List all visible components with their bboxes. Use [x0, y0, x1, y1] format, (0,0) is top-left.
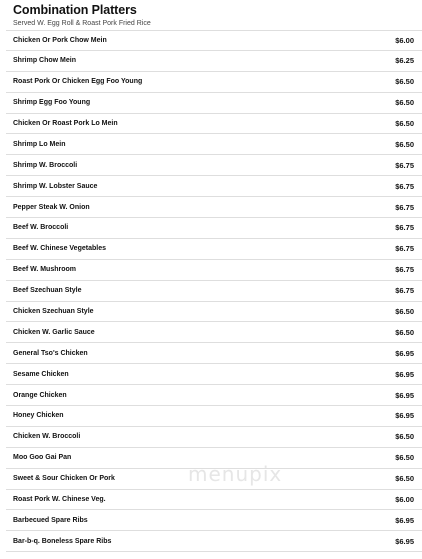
menu-item-row	[6, 51, 422, 72]
menu-item-row	[6, 302, 422, 323]
menu-item-name: Shrimp W. Broccoli	[13, 161, 78, 169]
menu-item-row	[6, 176, 422, 197]
menu-item-price: $6.50	[395, 432, 414, 442]
menu-item-name: Chicken Szechuan Style	[13, 308, 94, 316]
menu-item-row	[6, 260, 422, 281]
menu-item-price: $6.00	[395, 495, 414, 505]
menu-header	[13, 2, 413, 29]
menu-item-price: $6.50	[395, 307, 414, 317]
menu-item-price: $6.75	[395, 202, 414, 212]
menu-item-row	[6, 30, 422, 51]
menu-item-name: Bar-b-q. Boneless Spare Ribs	[13, 537, 112, 545]
menu-item-price: $6.95	[395, 411, 414, 421]
menu-item-row	[6, 155, 422, 176]
menu-item-price: $6.50	[395, 77, 414, 87]
menu-item-name: Chicken Or Pork Chow Mein	[13, 36, 107, 44]
menu-item-price: $6.50	[395, 327, 414, 337]
menu-item-row	[6, 406, 422, 427]
menu-item-price: $6.50	[395, 139, 414, 149]
menu-item-row	[6, 239, 422, 260]
menu-item-price: $6.50	[395, 119, 414, 128]
menu-item-price: $6.95	[395, 369, 414, 379]
menu-item-name: Shrimp Lo Mein	[13, 140, 66, 148]
menu-item-price: $6.50	[395, 474, 414, 484]
menu-item-price: $6.75	[395, 286, 414, 296]
menu-item-name: Chicken Or Roast Pork Lo Mein	[13, 120, 118, 127]
menu-item-price: $6.75	[395, 181, 414, 191]
menu-item-price: $6.75	[395, 223, 414, 233]
menu-item-price: $6.50	[395, 453, 414, 463]
menu-item-name: Roast Pork W. Chinese Veg.	[13, 496, 106, 504]
menu-item-name: Chicken W. Garlic Sauce	[13, 328, 95, 336]
menu-item-name: Beef W. Broccoli	[13, 224, 69, 232]
menu-item-row	[6, 448, 422, 469]
menu-item-name: Beef W. Mushroom	[13, 266, 77, 274]
menu-item-row	[6, 490, 422, 511]
menu-item-row	[6, 364, 422, 385]
menu-item-name: Shrimp Chow Mein	[13, 57, 76, 65]
menu-item-name: General Tso's Chicken	[13, 349, 88, 357]
menu-item-name: Pepper Steak W. Onion	[13, 203, 90, 211]
menu-item-name: Shrimp W. Lobster Sauce	[13, 182, 98, 190]
menu-item-row	[6, 93, 422, 114]
menu-item-price: $6.95	[395, 536, 414, 546]
menu-item-row	[6, 510, 422, 531]
menu-item-row	[6, 218, 422, 239]
menu-item-name: Sweet & Sour Chicken Or Pork	[13, 475, 115, 483]
menu-item-price: $6.95	[395, 348, 414, 358]
menu-item-price: $6.75	[395, 160, 414, 170]
menu-item-name: Moo Goo Gai Pan	[13, 454, 72, 462]
menu-item-name: Shrimp Egg Foo Young	[13, 99, 91, 107]
menu-item-row	[6, 385, 422, 406]
menu-item-price: $6.95	[395, 390, 414, 400]
menu-item-price: $6.00	[395, 35, 414, 45]
menu-item-price: $6.75	[395, 265, 414, 275]
menu-item-name: Beef W. Chinese Vegetables	[13, 245, 106, 253]
menu-item-row	[6, 134, 422, 155]
menu-item-name: Roast Pork Or Chicken Egg Foo Young	[13, 78, 143, 86]
menu-item-row	[6, 322, 422, 343]
section-subtitle: Served W. Egg Roll & Roast Pork Fried Rice	[13, 20, 151, 27]
menu-item-name: Chicken W. Broccoli	[13, 433, 81, 441]
menu-item-name: Beef Szechuan Style	[13, 287, 82, 295]
menu-item-row	[6, 531, 422, 552]
menu-item-row	[6, 281, 422, 302]
menu-item-price: $6.95	[395, 515, 414, 525]
menu-item-row	[6, 114, 422, 135]
menu-item-name: Honey Chicken	[13, 412, 64, 420]
menu-list	[6, 30, 422, 552]
menu-item-row	[6, 197, 422, 218]
menu-item-row	[6, 469, 422, 490]
section-title: Combination Platters	[13, 3, 137, 17]
menu-item-row	[6, 427, 422, 448]
menu-item-name: Barbecued Spare Ribs	[13, 516, 88, 524]
menu-item-price: $6.75	[395, 244, 414, 254]
menu-item-price: $6.25	[395, 56, 414, 66]
menu-item-row	[6, 72, 422, 93]
menu-item-price: $6.50	[395, 98, 414, 108]
menu-item-name: Sesame Chicken	[13, 370, 69, 378]
menu-item-name: Orange Chicken	[13, 391, 67, 399]
menu-item-row	[6, 343, 422, 364]
watermark-logo: menupix	[188, 462, 283, 486]
